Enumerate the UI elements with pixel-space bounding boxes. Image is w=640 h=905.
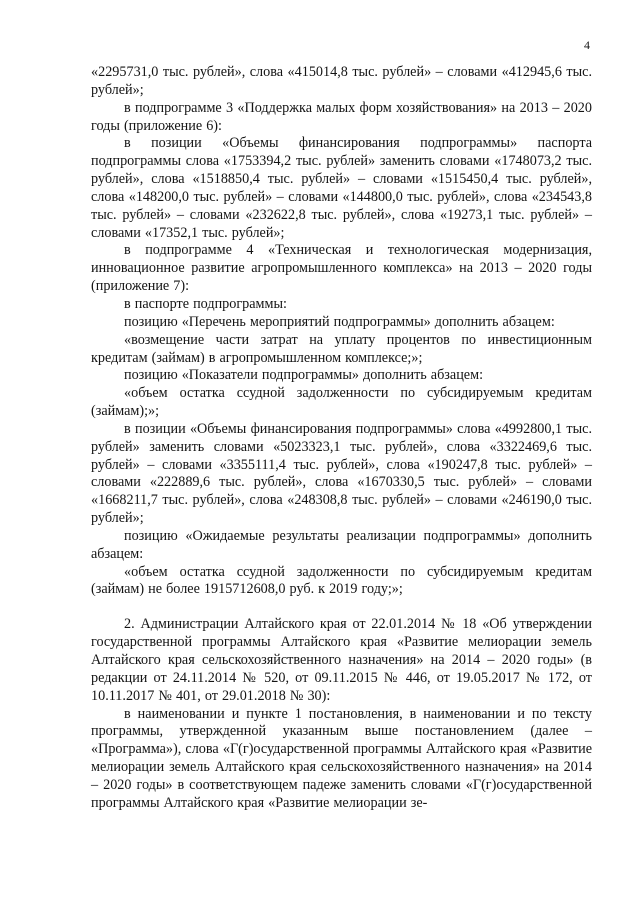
paragraph-9: «объем остатка ссудной задолженности по субсидируемым кредитам (займам);»; — [91, 385, 592, 420]
paragraph-3: в позиции «Объемы финансирования подпрограммы» паспорта подпрограммы слова «1753394,2 тыс. рублей» заменить словами «1748073,2 тыс. рублей», слова «1518850,4 тыс. рублей» – словами «1515450,4 тыс. рублей», слова «148200,0 тыс. рублей» – словами «144800,0 тыс. рублей», слова «234543,8 тыс. рублей» – словами «232622,8 тыс. рублей», слова «19273,1 тыс. рублей» – словами «17352,1 тыс. рублей»; — [91, 135, 592, 241]
paragraph-13: 2. Администрации Алтайского края от 22.01.2014 № 18 «Об утверждении государственной программы Алтайского края «Развитие мелиорации земель Алтайского края сельскохозяйственного назначения» на 2014 – 2020 годы» (в редакции от 24.11.2014 № 520, от 09.11.2015 № 446, от 19.05.2017 № 172, от 10.11.2017 № 401, от 29.01.2018 № 30): — [91, 616, 592, 704]
paragraph-1: «2295731,0 тыс. рублей», слова «415014,8 тыс. рублей» – словами «412945,6 тыс. рублей»; — [91, 64, 592, 98]
paragraph-5: в паспорте подпрограммы: — [124, 295, 287, 312]
document-body — [91, 64, 592, 813]
paragraph-7: «возмещение части затрат на уплату процентов по инвестиционным кредитам (займам) в агропромышленном комплексе;»; — [91, 331, 592, 366]
paragraph-4: в подпрограмме 4 «Техническая и технологическая модернизация, инновационное развитие агропромышленного комплекса» на 2013 – 2020 годы (приложение 7): — [91, 242, 592, 295]
page-number: 4 — [584, 38, 590, 52]
paragraph-14: в наименовании и пункте 1 постановления, в наименовании и по тексту программы, утвержденной указанным выше постановлением (далее – «Программа»), слова «Г(г)осударственной программы Алтайского края «Развитие мелиорации земель Алтайского края сельскохозяйственного назначения» на 2014 – 2020 годы» в соответствующем падеже заменить словами «Г(г)осударственной программы Алтайского края «Развитие мелиорации зе- — [91, 705, 592, 811]
paragraph-6: позицию «Перечень мероприятий подпрограммы» дополнить абзацем: — [124, 313, 555, 330]
paragraph-2: в подпрограмме 3 «Поддержка малых форм хозяйствования» на 2013 – 2020 годы (приложение 6): — [91, 99, 592, 134]
paragraph-11: позицию «Ожидаемые результаты реализации подпрограммы» дополнить абзацем: — [91, 527, 592, 562]
paragraph-12: «объем остатка ссудной задолженности по субсидируемым кредитам (займам) не более 1915712608,0 руб. к 2019 году;»; — [91, 563, 592, 598]
paragraph-8: позицию «Показатели подпрограммы» дополнить абзацем: — [124, 367, 484, 384]
paragraph-10: в позиции «Объемы финансирования подпрограммы» слова «4992800,1 тыс. рублей» заменить словами «5023323,1 тыс. рублей», слова «3322469,6 тыс. рублей» – словами «3355111,4 тыс. рублей», слова «190247,8 тыс. рублей» – словами «222889,6 тыс. рублей», слова «1670330,5 тыс. рублей» – словами «1668211,7 тыс. рублей», слова «248308,8 тыс. рублей» – словами «246190,0 тыс. рублей»; — [91, 420, 592, 527]
